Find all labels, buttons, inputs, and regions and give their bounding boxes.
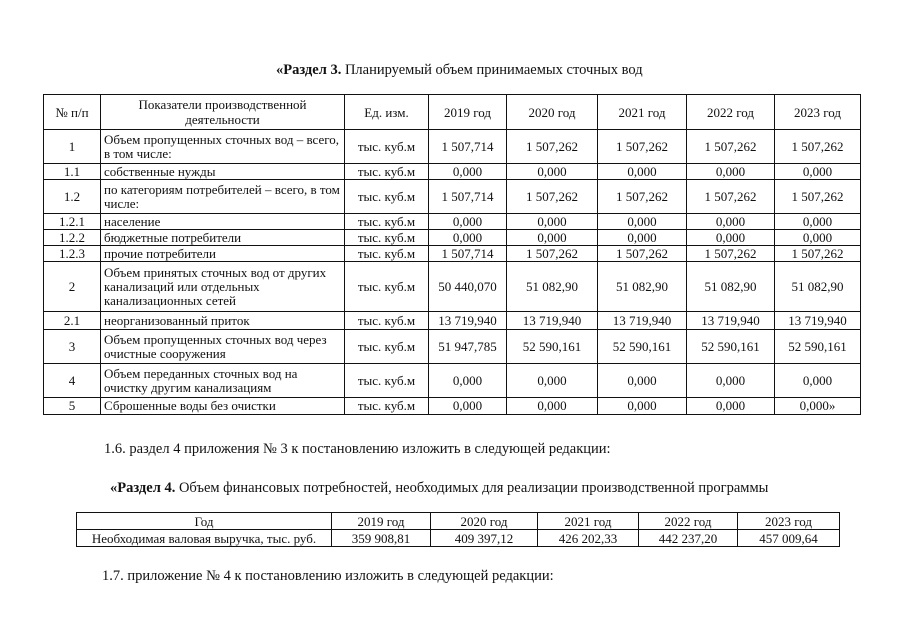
row-value-2019: 0,000: [429, 398, 507, 415]
row-num: 2.1: [44, 312, 101, 330]
row-value-2021: 0,000: [598, 230, 687, 246]
row-indicator: Объем переданных сточных вод на очистку другим канализациям: [101, 364, 345, 398]
row-unit: тыс. куб.м: [345, 364, 429, 398]
header-indicator: Показатели производственной деятельности: [101, 95, 345, 130]
row-value-2019: 1 507,714: [429, 246, 507, 262]
table-row: [44, 364, 861, 398]
header-2023: 2023 год: [738, 513, 840, 530]
row-value-2019: 1 507,714: [429, 130, 507, 164]
row-value-2022: 0,000: [687, 398, 775, 415]
row-value-2022: 0,000: [687, 164, 775, 180]
row-value-2020: 0,000: [507, 164, 598, 180]
row-value-2022: 1 507,262: [687, 180, 775, 214]
row-value-2019: 13 719,940: [429, 312, 507, 330]
row-value-2019: 1 507,714: [429, 180, 507, 214]
table-row: [44, 312, 861, 330]
row-value-2020: 1 507,262: [507, 180, 598, 214]
paragraph-1-6: 1.6. раздел 4 приложения № 3 к постановлению изложить в следующей редакции:: [104, 441, 611, 457]
table-row: [44, 180, 861, 214]
row-value-2019: 0,000: [429, 230, 507, 246]
header-2019: 2019 год: [332, 513, 431, 530]
section-3-prefix: «Раздел 3.: [276, 62, 342, 78]
paragraph-1-7: 1.7. приложение № 4 к постановлению изложить в следующей редакции:: [102, 568, 554, 584]
row-value-2020: 51 082,90: [507, 262, 598, 312]
row-value-2020: 0,000: [507, 214, 598, 230]
row-unit: тыс. куб.м: [345, 330, 429, 364]
row-value-2023: 0,000: [775, 230, 861, 246]
header-2019: 2019 год: [429, 95, 507, 130]
row-label: Необходимая валовая выручка, тыс. руб.: [77, 530, 332, 547]
row-value-2022: 442 237,20: [639, 530, 738, 547]
section-4-title: Объем финансовых потребностей, необходимых для реализации производственной программы: [178, 480, 769, 496]
row-value-2020: 0,000: [507, 398, 598, 415]
table-row: [44, 246, 861, 262]
row-value-2022: 0,000: [687, 364, 775, 398]
row-value-2020: 13 719,940: [507, 312, 598, 330]
row-unit: тыс. куб.м: [345, 312, 429, 330]
row-value-2023: 1 507,262: [775, 180, 861, 214]
row-value-2020: 1 507,262: [507, 130, 598, 164]
header-2020: 2020 год: [507, 95, 598, 130]
row-num: 5: [44, 398, 101, 415]
header-2021: 2021 год: [538, 513, 639, 530]
table-row: [44, 164, 861, 180]
row-value-2023: 13 719,940: [775, 312, 861, 330]
row-value-2020: 0,000: [507, 364, 598, 398]
row-unit: тыс. куб.м: [345, 398, 429, 415]
row-value-2019: 50 440,070: [429, 262, 507, 312]
section-4-heading: [110, 479, 768, 497]
row-value-2022: 52 590,161: [687, 330, 775, 364]
row-value-2021: 1 507,262: [598, 130, 687, 164]
row-value-2021: 0,000: [598, 364, 687, 398]
row-indicator: бюджетные потребители: [101, 230, 345, 246]
table-row: [44, 398, 861, 415]
section-3-heading: [276, 61, 643, 79]
table-header-row: [77, 513, 840, 530]
row-value-2022: 51 082,90: [687, 262, 775, 312]
row-value-2020: 0,000: [507, 230, 598, 246]
row-value-2021: 0,000: [598, 398, 687, 415]
table-row: [44, 214, 861, 230]
row-value-2021: 1 507,262: [598, 246, 687, 262]
row-unit: тыс. куб.м: [345, 262, 429, 312]
financial-needs-table: [76, 512, 840, 547]
row-num: 1.2.2: [44, 230, 101, 246]
row-indicator: Объем пропущенных сточных вод – всего, в том числе:: [101, 130, 345, 164]
row-value-2022: 0,000: [687, 230, 775, 246]
wastewater-volume-table: [43, 94, 861, 415]
row-value-2023: 1 507,262: [775, 130, 861, 164]
row-value-2021: 13 719,940: [598, 312, 687, 330]
row-value-2019: 51 947,785: [429, 330, 507, 364]
header-2022: 2022 год: [687, 95, 775, 130]
row-value-2023: 457 009,64: [738, 530, 840, 547]
row-indicator: Объем принятых сточных вод от других канализаций или отдельных канализационных сетей: [101, 262, 345, 312]
row-value-2022: 0,000: [687, 214, 775, 230]
row-indicator: прочие потребители: [101, 246, 345, 262]
row-unit: тыс. куб.м: [345, 214, 429, 230]
row-unit: тыс. куб.м: [345, 164, 429, 180]
row-unit: тыс. куб.м: [345, 246, 429, 262]
row-indicator: собственные нужды: [101, 164, 345, 180]
row-num: 4: [44, 364, 101, 398]
row-value-2023: 0,000: [775, 164, 861, 180]
row-value-2021: 1 507,262: [598, 180, 687, 214]
row-value-2019: 0,000: [429, 164, 507, 180]
row-value-2022: 1 507,262: [687, 246, 775, 262]
table-header-row: [44, 95, 861, 130]
row-value-2023: 0,000: [775, 214, 861, 230]
header-2022: 2022 год: [639, 513, 738, 530]
row-indicator: Сброшенные воды без очистки: [101, 398, 345, 415]
row-unit: тыс. куб.м: [345, 230, 429, 246]
row-value-2023: 52 590,161: [775, 330, 861, 364]
table-row: [44, 230, 861, 246]
table-row: [44, 130, 861, 164]
row-indicator: Объем пропущенных сточных вод через очистные сооружения: [101, 330, 345, 364]
row-value-2023: 51 082,90: [775, 262, 861, 312]
row-indicator: по категориям потребителей – всего, в том числе:: [101, 180, 345, 214]
table-row: [77, 530, 840, 547]
row-value-2021: 0,000: [598, 164, 687, 180]
row-num: 1.2.1: [44, 214, 101, 230]
table-row: [44, 262, 861, 312]
row-value-2021: 426 202,33: [538, 530, 639, 547]
row-value-2022: 13 719,940: [687, 312, 775, 330]
row-value-2019: 0,000: [429, 364, 507, 398]
row-unit: тыс. куб.м: [345, 180, 429, 214]
row-value-2023: 0,000: [775, 364, 861, 398]
row-value-2020: 409 397,12: [431, 530, 538, 547]
row-num: 1.2.3: [44, 246, 101, 262]
row-num: 1.2: [44, 180, 101, 214]
row-value-2019: 359 908,81: [332, 530, 431, 547]
header-year: Год: [77, 513, 332, 530]
row-value-2020: 52 590,161: [507, 330, 598, 364]
row-num: 1: [44, 130, 101, 164]
row-value-2020: 1 507,262: [507, 246, 598, 262]
header-2020: 2020 год: [431, 513, 538, 530]
row-value-2021: 51 082,90: [598, 262, 687, 312]
header-unit: Ед. изм.: [345, 95, 429, 130]
section-3-title: Планируемый объем принимаемых сточных вод: [344, 62, 643, 78]
header-2023: 2023 год: [775, 95, 861, 130]
row-num: 3: [44, 330, 101, 364]
row-value-2021: 52 590,161: [598, 330, 687, 364]
header-num: № п/п: [44, 95, 101, 130]
row-value-2022: 1 507,262: [687, 130, 775, 164]
row-value-2019: 0,000: [429, 214, 507, 230]
row-value-2023: 0,000»: [775, 398, 861, 415]
row-indicator: население: [101, 214, 345, 230]
section-4-prefix: «Раздел 4.: [110, 480, 176, 496]
row-num: 2: [44, 262, 101, 312]
row-num: 1.1: [44, 164, 101, 180]
header-2021: 2021 год: [598, 95, 687, 130]
table-row: [44, 330, 861, 364]
row-unit: тыс. куб.м: [345, 130, 429, 164]
row-value-2023: 1 507,262: [775, 246, 861, 262]
row-indicator: неорганизованный приток: [101, 312, 345, 330]
row-value-2021: 0,000: [598, 214, 687, 230]
